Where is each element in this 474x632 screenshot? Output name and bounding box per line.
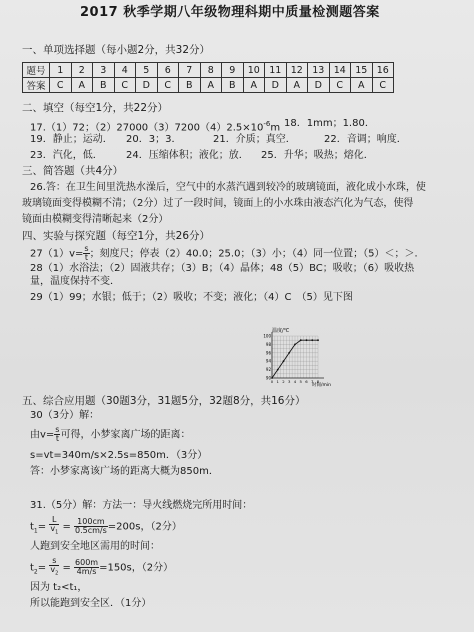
x-tick-label: 1 (276, 379, 279, 384)
y-tick-label: 90 (265, 375, 271, 381)
question-number-cell: 13 (308, 63, 330, 78)
multiple-choice-answer-table (22, 62, 394, 93)
question-number-cell: 1 (50, 63, 72, 78)
answer-cell: C (157, 78, 179, 93)
answer-29: 29（1）99；水银；低于；（2）吸收；不变；液化；（4）C （5）见下图 (30, 292, 353, 303)
fraction-denominator: t (84, 253, 89, 262)
x-tick-label: 8 (316, 379, 320, 384)
data-point (300, 339, 302, 341)
t1-denominator (49, 525, 59, 537)
answer-31-run-line: 人跑到安全地区需用的时间： (30, 541, 160, 552)
x-tick-label: 4 (293, 379, 297, 384)
t2-denominator (49, 566, 59, 578)
question-number-cell: 2 (71, 63, 93, 78)
data-point (306, 339, 308, 341)
answer-27-rest: ；刻度尺；停表（2）40.0；25.0；（3）小；（4）同一位置；（5）＜；＞． (89, 248, 425, 260)
t1-numerator: L (49, 516, 59, 525)
x-tick-label: 6 (305, 379, 308, 384)
t2-result: =150s，（2分） (99, 562, 174, 574)
x-tick-label: 7 (311, 379, 314, 384)
section4-heading: 四、实验与探究题（每空1分，共26分） (22, 230, 211, 242)
answer-30-numerator: s (55, 425, 60, 434)
row-label-question: 题号 (23, 63, 50, 78)
graph-x-axis-label: 时间/min (312, 383, 332, 388)
data-point (317, 339, 319, 341)
question-number-cell: 8 (200, 63, 222, 78)
question-number-cell: 10 (243, 63, 265, 78)
section2-heading: 二、填空（每空1分，共22分） (22, 102, 169, 114)
section3-heading: 三、简答题（共4分） (22, 165, 124, 177)
question-number-cell: 9 (222, 63, 244, 78)
answer-30-denominator: t (55, 434, 59, 443)
t2-fraction-numeric (74, 559, 99, 576)
question-number-cell: 15 (351, 63, 373, 78)
answer-31-compare: 因为 t₂<t₁， (30, 582, 88, 593)
answer-cell: B (222, 78, 244, 93)
answer-25: 25．升华；吸热；熔化． (261, 150, 374, 161)
answer-31-title: 31.（5分）解：方法一：导火线燃烧完所用时间： (30, 500, 253, 511)
graph-y-axis-label: 温度/℃ (272, 328, 290, 334)
question-number-cell: 3 (93, 63, 115, 78)
question-number-row (23, 63, 394, 78)
answer-24: 24．压缩体积；液化；放． (126, 150, 249, 161)
answer-30-tail: 可得，小梦家离广场的距离： (60, 429, 191, 441)
answer-27-start: 27（1）v= (30, 248, 84, 260)
y-tick-label: 98 (265, 341, 271, 347)
t1-result: =200s，（2分） (107, 521, 182, 533)
answer-cell: C (372, 78, 394, 93)
fraction-numerator: s (84, 244, 89, 253)
question-number-cell: 4 (114, 63, 136, 78)
question-number-cell: 16 (372, 63, 394, 78)
t1-denominator-value: 0.5cm/s (75, 525, 107, 535)
question-number-cell: 7 (179, 63, 201, 78)
question-number-cell: 5 (136, 63, 158, 78)
t2-numerator: s (49, 557, 59, 566)
t2-symbol: t (30, 562, 34, 574)
t1-subscript: 1 (33, 527, 38, 535)
answer-17-unit: m (270, 122, 281, 134)
section5-heading: 五、综合应用题（30题3分，31题5分，32题8分，共16分） (22, 395, 306, 407)
answer-26-line3: 镜面由模糊变得清晰起来（2分） (22, 214, 169, 225)
row-label-answer: 答案 (23, 78, 50, 93)
answer-cell: C (114, 78, 136, 93)
answer-26-line1: 26.答：在卫生间里洗热水澡后，空气中的水蒸汽遇到较冷的玻璃镜面，液化成小水珠，使 (30, 182, 426, 193)
answer-cell: C (50, 78, 72, 93)
y-tick-label: 96 (265, 350, 271, 356)
t2-equals-2: = (62, 562, 71, 574)
answer-31-t2-line (30, 557, 173, 578)
t2-subscript: 2 (33, 568, 38, 576)
answer-cell: A (243, 78, 265, 93)
section1-heading: 一、单项选择题（每小题2分，共32分） (22, 44, 211, 56)
answer-cell: A (71, 78, 93, 93)
answer-cell: B (93, 78, 115, 93)
t2-equals: = (37, 562, 47, 574)
answer-30-title: 30（3分）解： (30, 410, 100, 421)
answer-23: 23．汽化，低． (30, 150, 103, 161)
answer-cell: A (200, 78, 222, 93)
answer-31-t1-line (30, 516, 182, 537)
x-tick-label: 5 (299, 379, 302, 384)
answer-30-line1 (30, 426, 190, 443)
answer-20: 20．3；3． (126, 134, 182, 145)
t2-den-sub: 2 (55, 570, 59, 577)
answer-17 (30, 118, 280, 134)
answer-cell: A (286, 78, 308, 93)
t1-numerator-value: 100cm (74, 518, 108, 527)
t1-equals: = (37, 521, 47, 533)
y-tick-label: 100 (263, 333, 271, 339)
question-number-cell: 6 (157, 63, 179, 78)
answer-30-line3: 答：小梦家离该广场的距离大概为850m． (30, 466, 219, 477)
answer-cell: D (136, 78, 158, 93)
question-number-cell: 14 (329, 63, 351, 78)
answer-row (23, 78, 394, 93)
answer-19: 19．静止；运动． (30, 134, 113, 145)
data-point (311, 339, 313, 341)
t1-symbol: t (30, 521, 34, 533)
answer-cell: B (179, 78, 201, 93)
answer-27 (30, 245, 425, 262)
answer-cell: D (308, 78, 330, 93)
temperature-time-graph (258, 326, 344, 388)
answer-28-line1: 28（1）水浴法；（2）固液共存；（3）B；（4）晶体；48（5）BC；吸收；（6）吸收热 (30, 263, 415, 274)
question-number-cell: 12 (286, 63, 308, 78)
answer-30-lead: 由v= (30, 429, 55, 441)
answer-17-text: 17.（1）72；（2）27000（3）7200（4）2.5×10 (30, 122, 264, 134)
t2-fraction-symbolic (49, 557, 59, 578)
y-tick-label: 94 (265, 358, 271, 364)
t2-numerator-value: 600m (75, 557, 99, 567)
answer-cell: A (351, 78, 373, 93)
data-point (271, 377, 273, 379)
graph-grid (272, 336, 318, 378)
t2-den-v: v (50, 565, 56, 574)
t1-den-sub: 1 (55, 529, 59, 536)
t1-den-v: v (50, 524, 56, 533)
answer-31-conclusion: 所以能跑到安全区．（1分） (30, 598, 152, 609)
answer-26-line2: 玻璃镜面变得模糊不清；（2分）过了一段时间，镜面上的小水珠由液态汽化为气态，使得 (22, 198, 414, 209)
data-point (277, 369, 279, 371)
answer-22: 22．音调；响度． (324, 134, 407, 145)
data-point (288, 352, 290, 354)
answer-30-line2: s=vt=340m/s×2.5s=850m．（3分） (30, 450, 208, 461)
data-point (294, 344, 296, 346)
x-tick-label: 2 (282, 379, 285, 384)
x-tick-label: 3 (288, 379, 291, 384)
answer-21: 21．介质；真空． (213, 134, 296, 145)
t1-fraction-numeric (74, 518, 108, 535)
y-tick-label: 92 (265, 367, 271, 373)
t1-equals-2: = (62, 521, 71, 533)
data-point (283, 360, 285, 362)
x-tick-label: 0 (270, 379, 274, 384)
page-title: 2017 秋季学期八年级物理科期中质量检测题答案 (80, 5, 380, 20)
answer-28-line2: 量，温度保持不变． (30, 276, 120, 287)
t2-denominator-value: 4m/s (76, 566, 97, 576)
question-number-cell: 11 (265, 63, 287, 78)
answer-cell: D (265, 78, 287, 93)
answer-cell: C (329, 78, 351, 93)
answer-17-exponent: -6 (263, 120, 271, 128)
t1-fraction-symbolic (49, 516, 59, 537)
answer-18: 18．1mm；1.80． (284, 118, 375, 129)
